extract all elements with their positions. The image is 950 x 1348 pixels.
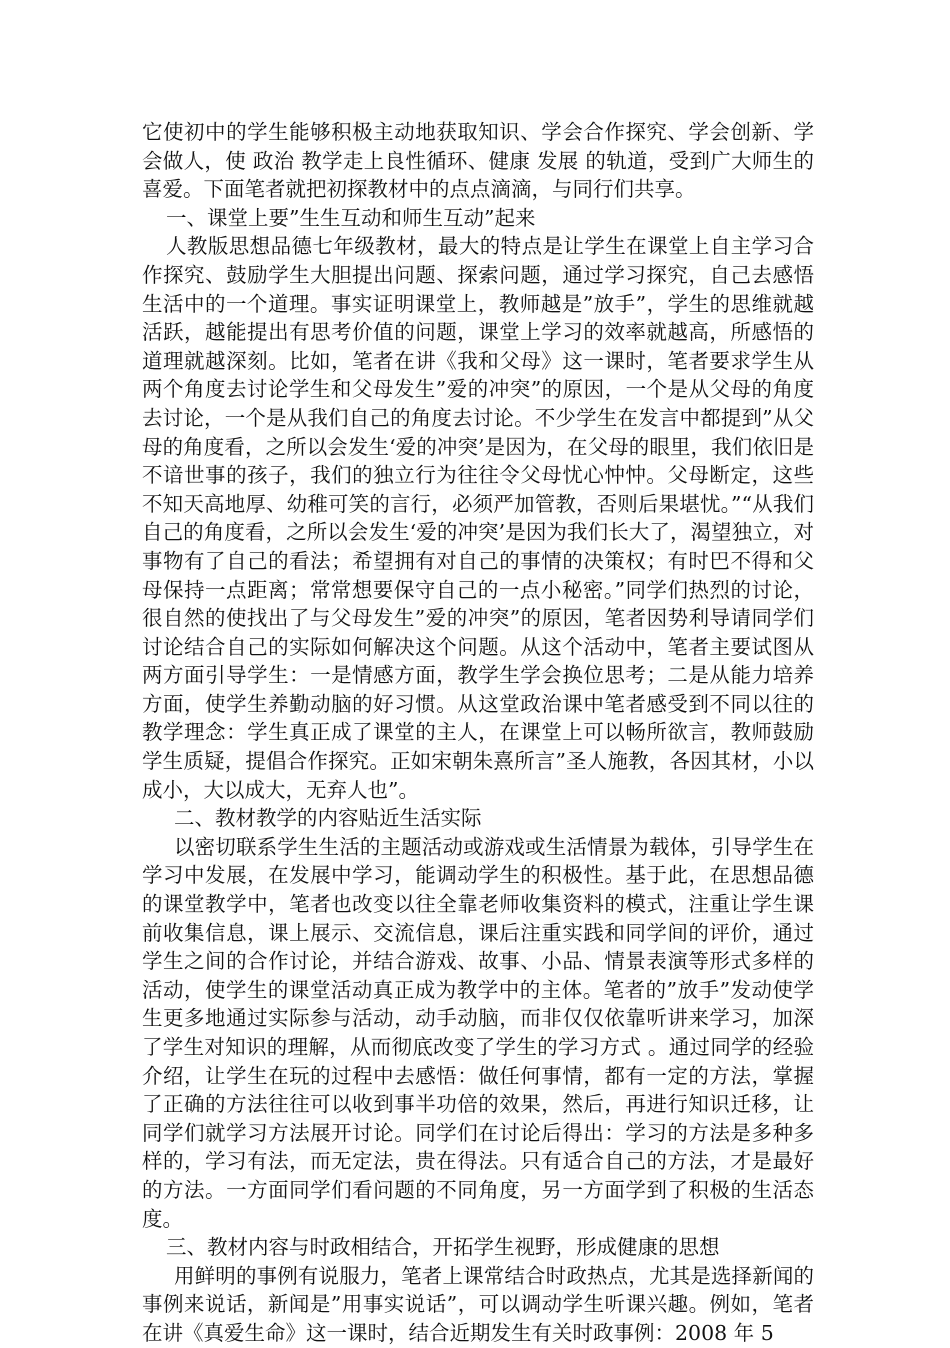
intro-paragraph: 它使初中的学生能够积极主动地获取知识、学会合作探究、学会创新、学会做人，使 政治 教学走上良性循环、健康 发展 的轨道，受到广大师生的喜爱。下面笔者就把初探教材中的点点滴滴，与同行们共享。 (142, 120, 814, 202)
section-3-heading: 三、教材内容与时政相结合，开拓学生视野，形成健康的思想 (166, 1235, 720, 1260)
section-1-heading: 一、课堂上要”生生互动和师生互动”起来 (166, 205, 536, 230)
document-page (142, 118, 814, 1348)
section-3-paragraph: 用鲜明的事例有说服力，笔者上课常结合时政热点，尤其是选择新闻的事例来说话，新闻是”用事实说话”，可以调动学生听课兴趣。例如，笔者在讲《真爱生命》这一课时，结合近期发生有关时政事例：2008 年 5 (142, 1263, 814, 1345)
section-1-paragraph: 人教版思想品德七年级教材，最大的特点是让学生在课堂上自主学习合作探究、鼓励学生大胆提出问题、探索问题，通过学习探究，自己去感悟生活中的一个道理。事实证明课堂上，教师越是”放手”，学生的思维就越活跃，越能提出有思考价值的问题，课堂上学习的效率就越高，所感悟的道理就越深刻。比如，笔者在讲《我和父母》这一课时，笔者要求学生从两个角度去讨论学生和父母发生”爱的冲突”的原因，一个是从父母的角度去讨论，一个是从我们自己的角度去讨论。不少学生在发言中都提到”从父母的角度看，之所以会发生‘爱的冲突’是因为，在父母的眼里，我们依旧是不谙世事的孩子，我们的独立行为往往令父母忧心忡忡。父母断定，这些不知天高地厚、幼稚可笑的言行，必须严加管教，否则后果堪忧。”“从我们自己的角度看，之所以会发生‘爱的冲突’是因为我们长大了，渴望独立，对事物有了自己的看法；希望拥有对自己的事情的决策权；有时巴不得和父母保持一点距离；常常想要保守自己的一点小秘密。”同学们热烈的讨论，很自然的使找出了与父母发生”爱的冲突”的原因，笔者因势利导请同学们讨论结合自己的实际如何解决这个问题。从这个活动中，笔者主要试图从两方面引导学生：一是情感方面，教学生学会换位思考；二是从能力培养方面，使学生养勤动脑的好习惯。从这堂政治课中笔者感受到不同以往的教学理念：学生真正成了课堂的主人，在课堂上可以畅所欲言，教师鼓励学生质疑，提倡合作探究。正如宋朝朱熹所言”圣人施教，各因其材，小以成小，大以成大，无弃人也”。 (142, 234, 814, 802)
section-2-paragraph: 以密切联系学生生活的主题活动或游戏或生活情景为载体，引导学生在学习中发展，在发展中学习，能调动学生的积极性。基于此，在思想品德的课堂教学中，笔者也改变以往全靠老师收集资料的模式，注重让学生课前收集信息，课上展示、交流信息，课后注重实践和同学间的评价，通过学生之间的合作讨论，并结合游戏、故事、小品、情景表演等形式多样的活动，使学生的课堂活动真正成为教学中的主体。笔者的”放手”发动使学生更多地通过实际参与活动，动手动脑，而非仅仅依靠听讲来学习，加深了学生对知识的理解，从而彻底改变了学生的学习方式 。通过同学的经验介绍，让学生在玩的过程中去感悟：做任何事情，都有一定的方法，掌握了正确的方法往往可以收到事半功倍的效果，然后，再进行知识迁移，让同学们就学习方法展开讨论。同学们在讨论后得出：学习的方法是多种多样的，学习有法，而无定法，贵在得法。只有适合自己的方法，才是最好的方法。一方面同学们看问题的不同角度，另一方面学到了积极的生活态度。 (142, 834, 814, 1231)
section-2-heading: 二、教材教学的内容贴近生活实际 (174, 806, 482, 831)
